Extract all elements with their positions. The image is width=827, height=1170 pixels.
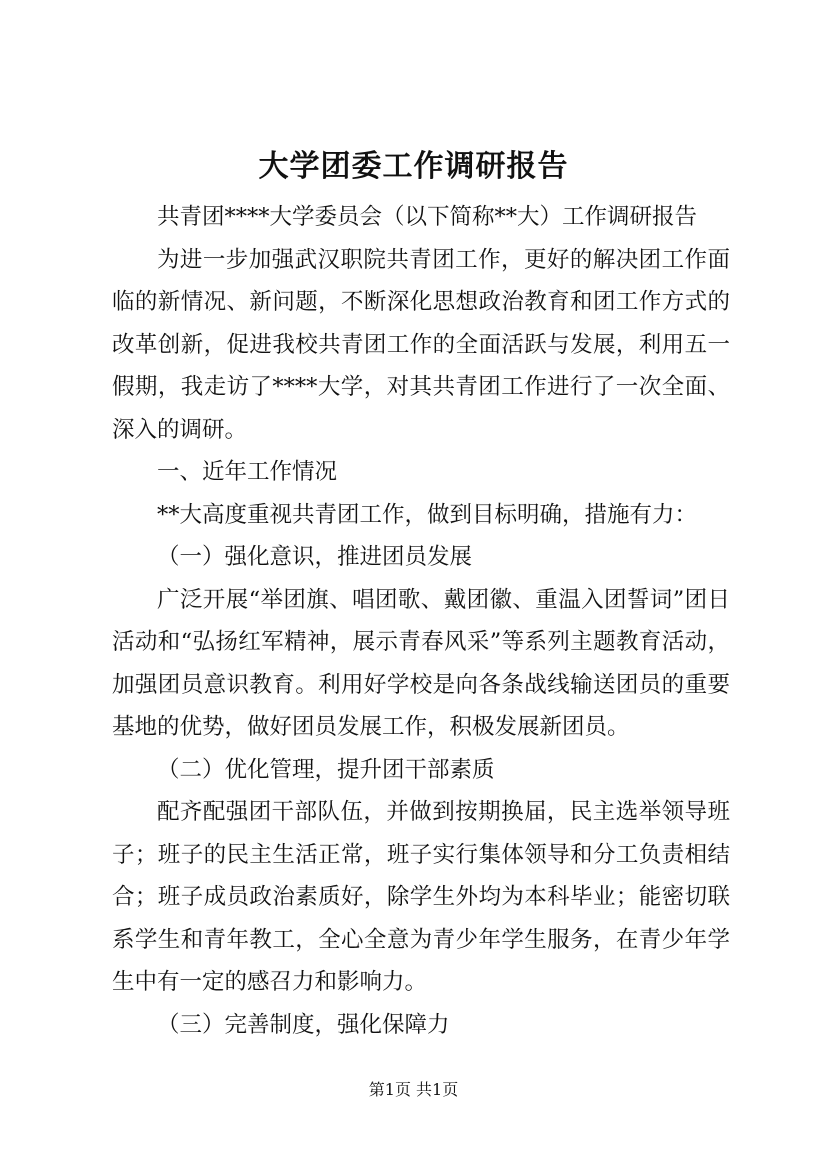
subsection-heading: （二）优化管理，提升团干部素质 — [157, 756, 495, 783]
paragraph: 为进一步加强武汉职院共青团工作，更好的解决团工作面临的新情况、新问题，不断深化思想政治教育和团工作方式的改革创新，促进我校共青团工作的全面活跃与发展，利用五一假期，我走访了****大学，对其共青团工作进行了一次全面、深入的调研。 — [112, 246, 730, 443]
paragraph: 广泛开展“举团旗、唱团歌、戴团徽、重温入团誓词”团日活动和“弘扬红军精神，展示青春风采”等系列主题教育活动，加强团员意识教育。利用好学校是向各条战线输送团员的重要基地的优势，做好团员发展工作，积极发展新团员。 — [112, 586, 730, 740]
document-title: 大学团委工作调研报告 — [258, 149, 569, 184]
paragraph: 共青团****大学委员会（以下简称**大）工作调研报告 — [157, 204, 698, 230]
page-number-footer: 第1页 共1页 — [368, 1080, 459, 1099]
subsection-heading: （一）强化意识，推进团员发展 — [157, 544, 473, 570]
section-heading: 一、近年工作情况 — [157, 459, 338, 485]
subsection-heading: （三）完善制度，强化保障力 — [157, 1011, 450, 1038]
document-body — [112, 196, 730, 1046]
paragraph: **大高度重视共青团工作，做到目标明确，措施有力： — [157, 501, 698, 528]
paragraph: 配齐配强团干部队伍，并做到按期换届，民主选举领导班子；班子的民主生活正常，班子实行集体领导和分工负责相结合；班子成员政治素质好，除学生外均为本科毕业；能密切联系学生和青年教工，全心全意为青少年学生服务，在青少年学生中有一定的感召力和影响力。 — [112, 799, 730, 995]
